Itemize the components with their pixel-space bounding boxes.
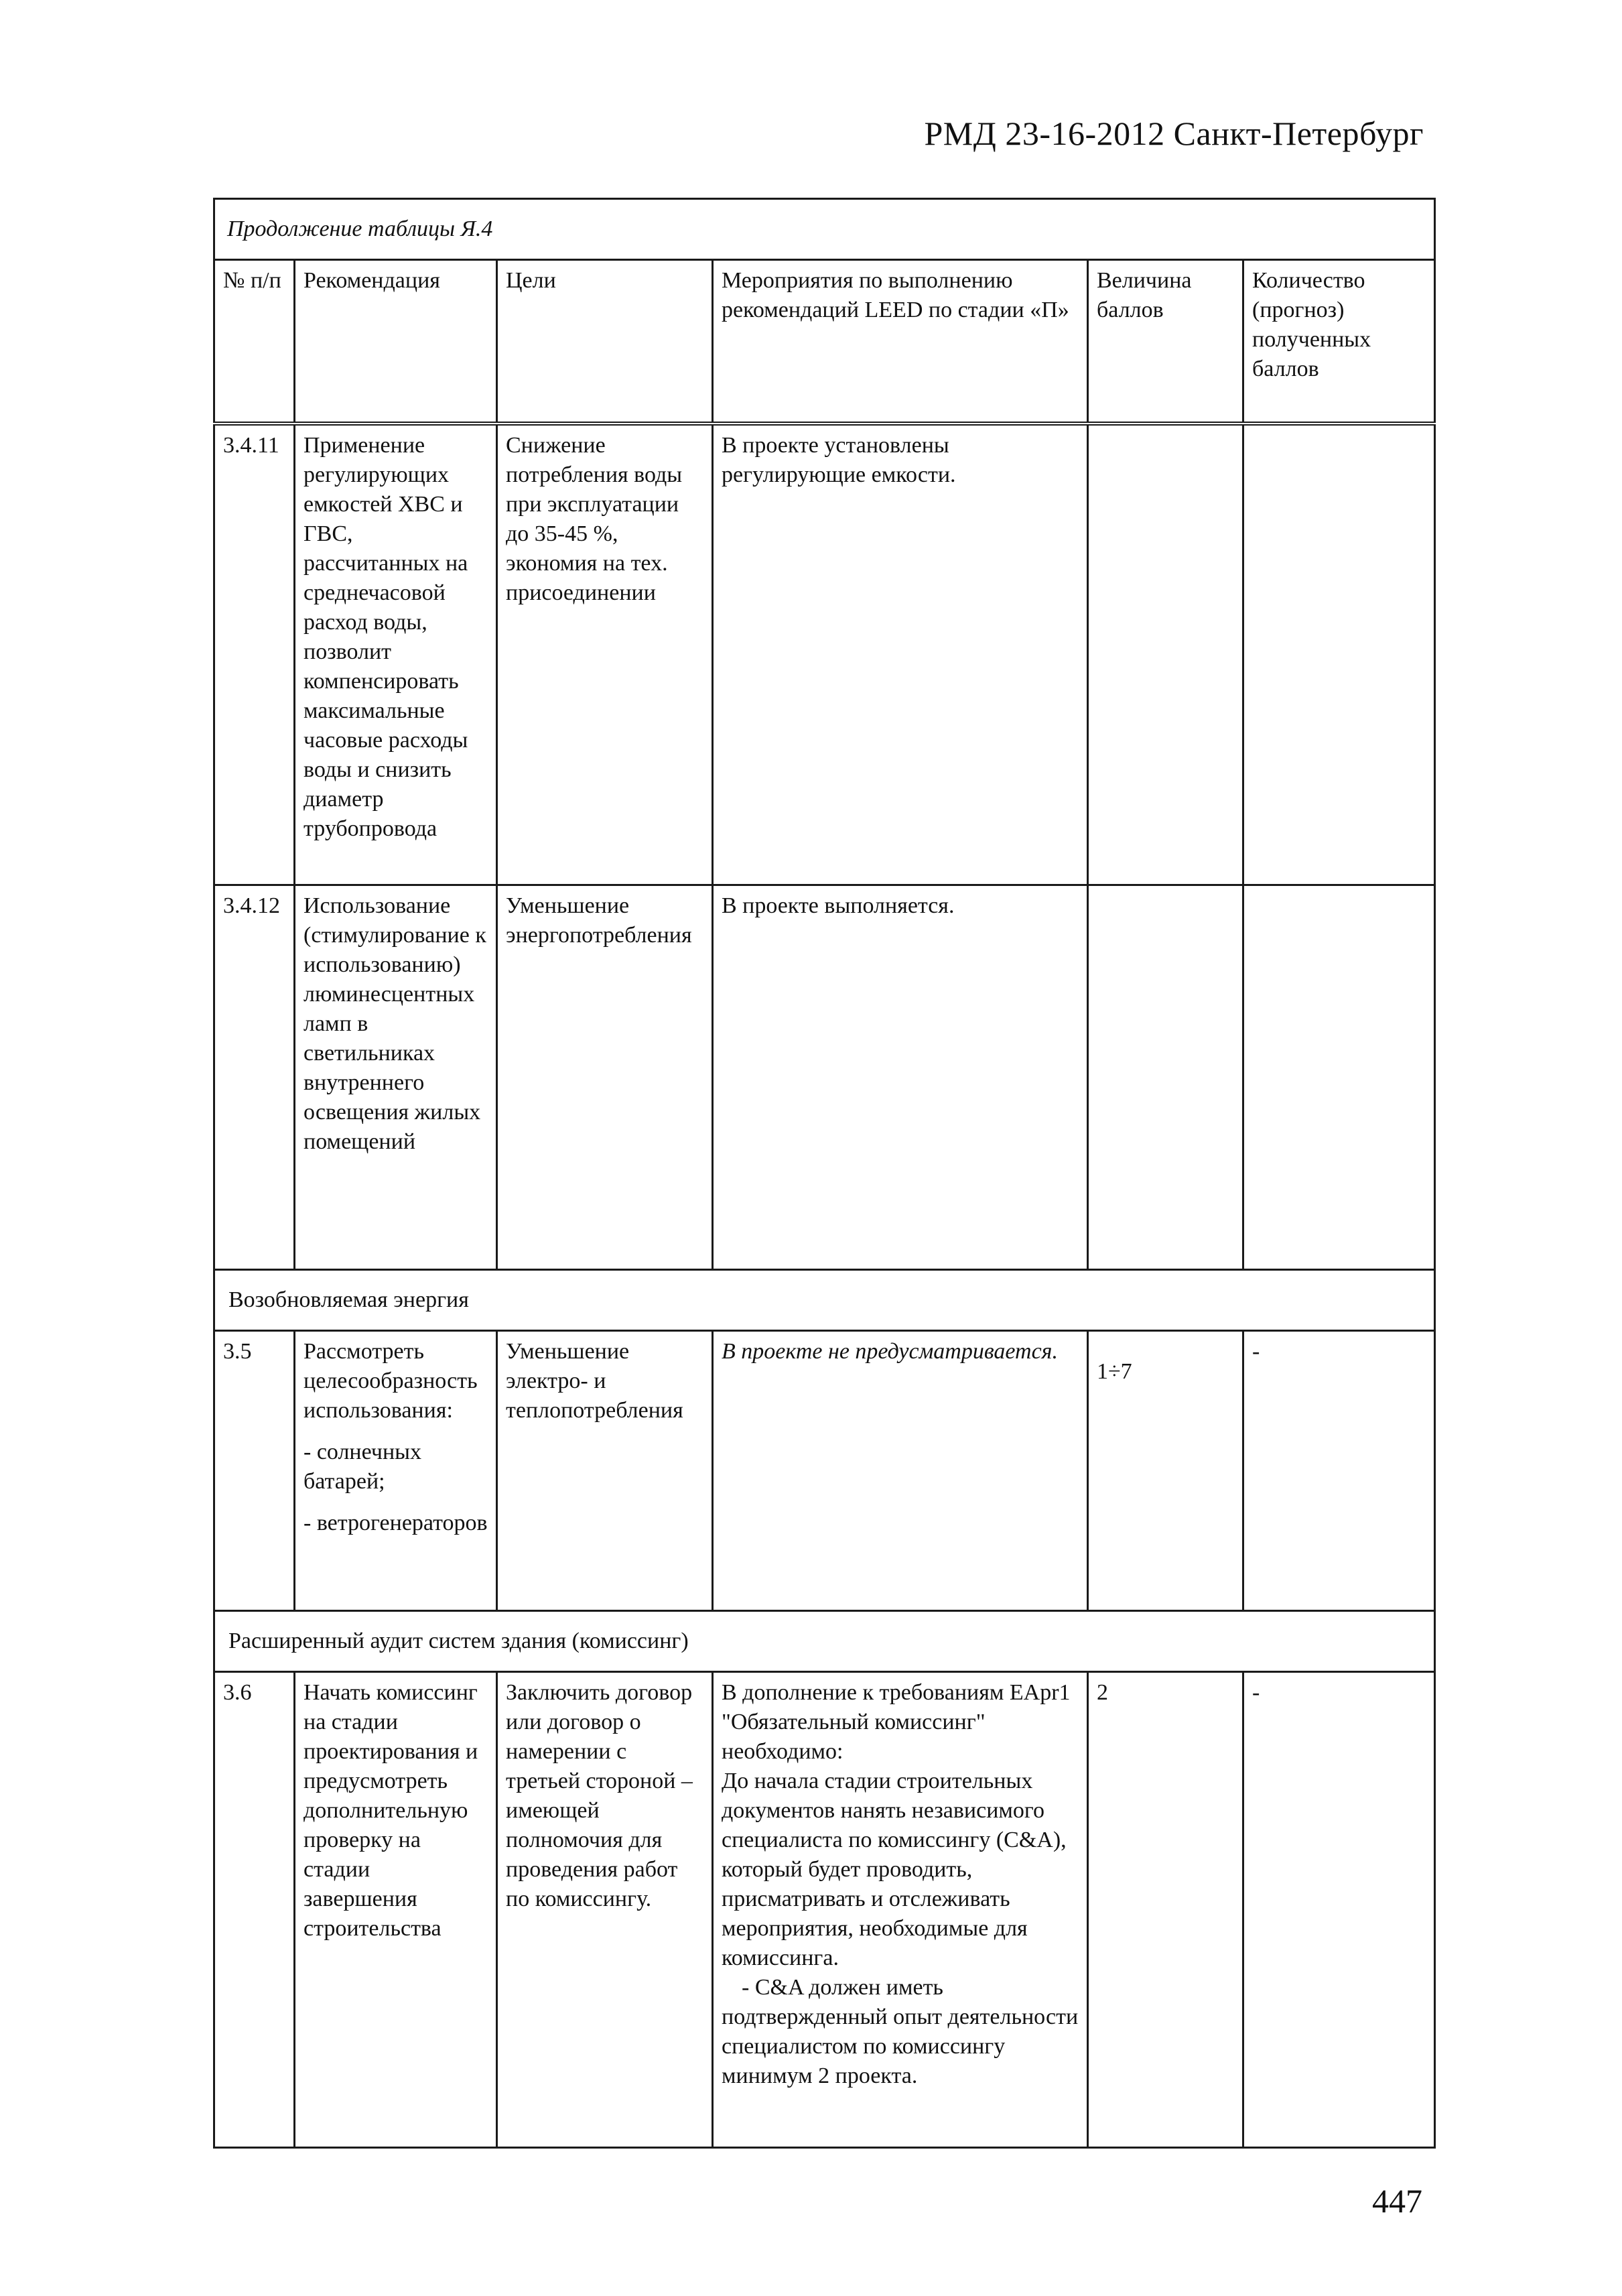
- section-heading-commissioning: Расширенный аудит систем здания (комиссинг): [214, 1610, 1435, 1671]
- row-number: 3.5: [214, 1330, 295, 1610]
- measures-line: В дополнение к требованиям EApr1 "Обязательный комиссинг" необходимо:: [722, 1679, 1071, 1764]
- row-recommendation: Применение регулирующих емкостей ХВС и ГВС, рассчитанных на среднечасовой расход воды, позволит компенсировать максимальные часовые расходы воды и снизить диаметр трубопровода: [295, 424, 497, 885]
- table-row: [214, 1671, 1435, 2147]
- document-header: РМД 23-16-2012 Санкт-Петербург: [924, 115, 1424, 152]
- row-recommendation: Использование (стимулирование к использованию) люминесцентных ламп в светильниках внутреннего освещения жилых помещений: [295, 885, 497, 1269]
- column-header-points: Величина баллов: [1088, 260, 1243, 424]
- recommendation-line: Рассмотреть целесообразность использования:: [303, 1338, 478, 1423]
- row-number: 3.4.12: [214, 885, 295, 1269]
- measures-line: До начала стадии строительных документов нанять независимого специалиста по комиссингу (C&A), который будет проводить, присматривать и отслеживать мероприятия, необходимые для комиссинга.: [722, 1768, 1067, 1970]
- column-header-goals: Цели: [497, 260, 713, 424]
- recommendation-line: - солнечных батарей;: [303, 1439, 422, 1494]
- row-forecast: -: [1243, 1671, 1435, 2147]
- measures-line: - C&A должен иметь подтвержденный опыт деятельности специалистом по комиссингу минимум 2 проекта.: [722, 1974, 1079, 2088]
- recommendations-table: [213, 198, 1436, 2149]
- row-recommendation: Начать комиссинг на стадии проектирования и предусмотреть дополнительную проверку на стадии завершения строительства: [295, 1671, 497, 2147]
- row-measures: [713, 1671, 1088, 2147]
- column-header-recommendation: Рекомендация: [295, 260, 497, 424]
- row-measures: В проекте выполняется.: [713, 885, 1088, 1269]
- table-continuation-caption: Продолжение таблицы Я.4: [214, 199, 1435, 260]
- row-points: [1088, 1330, 1243, 1610]
- page-number: 447: [1372, 2182, 1422, 2220]
- table-header-row: [214, 260, 1435, 424]
- row-forecast: [1243, 424, 1435, 885]
- recommendation-line: - ветрогенераторов: [303, 1510, 488, 1535]
- row-recommendation: [295, 1330, 497, 1610]
- row-points: 2: [1088, 1671, 1243, 2147]
- column-header-measures: Мероприятия по выполнению рекомендаций LEED по стадии «П»: [713, 260, 1088, 424]
- section-heading-renewable: Возобновляемая энергия: [214, 1269, 1435, 1330]
- table-row: [214, 885, 1435, 1269]
- row-forecast: -: [1243, 1330, 1435, 1610]
- points-value: 1÷7: [1097, 1358, 1132, 1384]
- row-goals: Заключить договор или договор о намерении с третьей стороной – имеющей полномочия для проведения работ по комиссингу.: [497, 1671, 713, 2147]
- column-header-number: № п/п: [214, 260, 295, 424]
- column-header-forecast: Количество (прогноз) полученных баллов: [1243, 260, 1435, 424]
- row-goals: Уменьшение электро- и теплопотребления: [497, 1330, 713, 1610]
- row-points: [1088, 424, 1243, 885]
- row-goals: Снижение потребления воды при эксплуатации до 35-45 %, экономия на тех. присоединении: [497, 424, 713, 885]
- table-row: [214, 1330, 1435, 1610]
- row-goals: Уменьшение энергопотребления: [497, 885, 713, 1269]
- row-forecast: [1243, 885, 1435, 1269]
- row-measures: В проекте не предусматривается.: [713, 1330, 1088, 1610]
- row-measures: В проекте установлены регулирующие емкости.: [713, 424, 1088, 885]
- row-number: 3.6: [214, 1671, 295, 2147]
- row-points: [1088, 885, 1243, 1269]
- table-row: [214, 424, 1435, 885]
- row-number: 3.4.11: [214, 424, 295, 885]
